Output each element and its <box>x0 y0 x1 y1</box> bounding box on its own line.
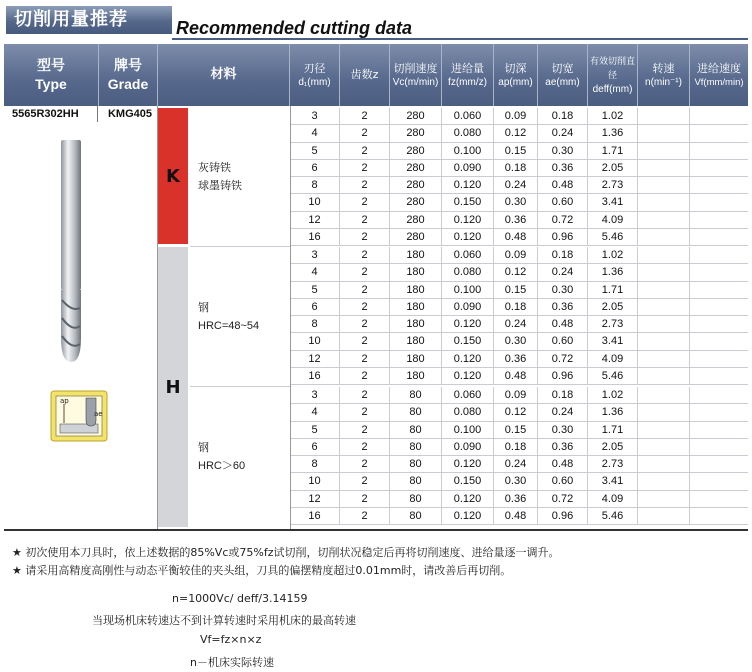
table-cell: 0.15 <box>494 282 538 299</box>
table-cell <box>690 508 748 525</box>
header-type: 型号 Type <box>4 44 99 106</box>
table-cell: 1.36 <box>588 404 638 421</box>
table-row <box>290 473 748 490</box>
table-row <box>290 229 748 246</box>
table-cell: 0.12 <box>494 264 538 281</box>
table-cell: 3.41 <box>588 333 638 350</box>
table-cell: 0.24 <box>538 125 588 142</box>
table-cell: 3.41 <box>588 473 638 490</box>
header-n: 转速 n(min⁻¹) <box>638 44 690 106</box>
table-cell: 12 <box>290 491 340 508</box>
material-desc-steel-48-54: 钢 HRC=48~54 <box>190 247 290 387</box>
table-row <box>290 439 748 456</box>
header-vf: 进给速度 Vf(mm/min) <box>694 61 744 88</box>
table-cell: 0.36 <box>494 351 538 368</box>
header-deff: 有效切削直径 deff(mm) <box>588 44 638 106</box>
material-band-h: H <box>158 247 188 527</box>
table-cell: 0.36 <box>538 299 588 316</box>
table-cell: 0.24 <box>538 404 588 421</box>
table-cell: 2 <box>340 143 390 160</box>
table-cell: 2 <box>340 125 390 142</box>
table-cell: 280 <box>390 125 442 142</box>
table-cell: 0.30 <box>494 473 538 490</box>
table-cell <box>638 143 690 160</box>
table-cell: 0.15 <box>494 422 538 439</box>
table-cell: 0.18 <box>538 108 588 125</box>
table-cell: 0.18 <box>494 160 538 177</box>
table-cell: 0.100 <box>442 143 494 160</box>
table-cell <box>638 387 690 404</box>
formula-n: n=1000Vc/ deff/3.14159 <box>172 592 308 605</box>
title-cn: 切削用量推荐 <box>6 6 172 34</box>
table-cell: 0.18 <box>538 387 588 404</box>
table-cell: 0.96 <box>538 368 588 385</box>
table-cell: 1.71 <box>588 282 638 299</box>
table-cell: 1.36 <box>588 264 638 281</box>
table-cell <box>638 456 690 473</box>
table-cell: 0.120 <box>442 351 494 368</box>
table-cell <box>638 160 690 177</box>
table-cell: 6 <box>290 439 340 456</box>
table-cell: 0.060 <box>442 247 494 264</box>
table-cell: 12 <box>290 351 340 368</box>
table-row <box>290 264 748 281</box>
table-cell <box>690 282 748 299</box>
table-cell: 8 <box>290 456 340 473</box>
table-cell: 2 <box>340 247 390 264</box>
table-cell: 4 <box>290 404 340 421</box>
table-cell <box>690 404 748 421</box>
table-cell: 2 <box>340 177 390 194</box>
material-desc-cast-iron: 灰铸铁 球墨铸铁 <box>190 108 290 247</box>
table-row <box>290 194 748 211</box>
table-cell: 80 <box>390 491 442 508</box>
table-cell: 0.09 <box>494 247 538 264</box>
table-cell: 0.150 <box>442 333 494 350</box>
table-cell: 0.24 <box>494 177 538 194</box>
table-cell <box>638 368 690 385</box>
table-row <box>290 333 748 350</box>
table-cell: 4.09 <box>588 212 638 229</box>
header-ae: 切宽 ae(mm) <box>538 44 588 106</box>
header-ap: 切深 ap(mm) <box>494 44 538 106</box>
table-cell <box>638 299 690 316</box>
table-cell: 0.150 <box>442 473 494 490</box>
table-cell: 0.100 <box>442 282 494 299</box>
table-cell: 12 <box>290 212 340 229</box>
title-underline <box>172 38 748 40</box>
note-machine-speed: 当现场机床转速达不到计算转速时采用机床的最高转速 <box>92 614 356 627</box>
notes-block <box>12 544 559 580</box>
table-cell: 6 <box>290 160 340 177</box>
table-cell: 2 <box>340 422 390 439</box>
table-cell: 80 <box>390 456 442 473</box>
table-cell: 0.48 <box>538 316 588 333</box>
table-cell: 2.05 <box>588 439 638 456</box>
header-vc: 切削速度 Vc(m/min) <box>390 44 442 106</box>
table-cell: 2 <box>340 212 390 229</box>
grade-value: KMG405 <box>107 108 153 120</box>
table-cell: 0.36 <box>538 160 588 177</box>
ap-ae-diagram-icon <box>50 390 108 442</box>
table-row <box>290 316 748 333</box>
table-cell <box>690 212 748 229</box>
table-cell: 0.15 <box>494 143 538 160</box>
table-cell: 0.120 <box>442 368 494 385</box>
table-cell: 180 <box>390 282 442 299</box>
table-cell <box>638 194 690 211</box>
type-value: 5565R302HH <box>4 106 98 122</box>
table-cell: 1.71 <box>588 143 638 160</box>
table-cell: 4.09 <box>588 351 638 368</box>
table-cell: 0.060 <box>442 387 494 404</box>
table-cell: 0.48 <box>494 368 538 385</box>
table-cell: 0.48 <box>538 177 588 194</box>
table-cell <box>638 473 690 490</box>
table-cell: 2 <box>340 299 390 316</box>
table-cell: 2 <box>340 194 390 211</box>
table-cell: 0.09 <box>494 387 538 404</box>
table-cell: 2.05 <box>588 160 638 177</box>
material-band-k: K <box>158 108 188 244</box>
table-cell: 0.090 <box>442 299 494 316</box>
table-cell <box>690 160 748 177</box>
table-row <box>290 282 748 299</box>
table-cell: 0.12 <box>494 125 538 142</box>
table-cell: 0.080 <box>442 264 494 281</box>
table-cell: 2 <box>340 508 390 525</box>
table-cell: 2 <box>340 473 390 490</box>
table-cell <box>638 316 690 333</box>
table-row <box>290 368 748 385</box>
table-cell: 0.120 <box>442 508 494 525</box>
table-cell: 0.36 <box>494 212 538 229</box>
table-cell: 280 <box>390 177 442 194</box>
header-material: 材料 <box>158 44 290 106</box>
table-cell <box>690 473 748 490</box>
table-cell: 0.080 <box>442 404 494 421</box>
table-cell: 80 <box>390 404 442 421</box>
header-teeth: 齿数z <box>340 44 390 106</box>
table-cell: 10 <box>290 333 340 350</box>
table-cell: 0.60 <box>538 473 588 490</box>
table-cell: 5.46 <box>588 368 638 385</box>
table-cell: 16 <box>290 229 340 246</box>
table-row <box>290 143 748 160</box>
title-bar <box>4 4 748 40</box>
ball-end-mill-image <box>58 140 84 364</box>
table-cell: 2 <box>340 316 390 333</box>
table-cell: 1.36 <box>588 125 638 142</box>
table-cell: 0.24 <box>494 316 538 333</box>
table-cell: 3 <box>290 108 340 125</box>
table-cell: 0.120 <box>442 212 494 229</box>
table-row <box>290 108 748 125</box>
header-diameter: 刃径 d₁(mm) <box>290 44 340 106</box>
table-cell <box>690 368 748 385</box>
table-cell <box>690 177 748 194</box>
material-desc-steel-60: 钢 HRC＞60 <box>198 442 246 472</box>
table-cell: 280 <box>390 143 442 160</box>
table-cell: 0.090 <box>442 160 494 177</box>
table-cell: 2.05 <box>588 299 638 316</box>
table-cell: 280 <box>390 160 442 177</box>
table-cell: 0.120 <box>442 456 494 473</box>
table-cell: 5 <box>290 143 340 160</box>
table-cell: 5 <box>290 422 340 439</box>
table-cell <box>638 177 690 194</box>
table-cell: 2 <box>340 387 390 404</box>
table-cell: 5.46 <box>588 508 638 525</box>
table-cell: 2 <box>340 264 390 281</box>
table-cell: 2.73 <box>588 177 638 194</box>
table-row <box>290 212 748 229</box>
table-cell: 180 <box>390 351 442 368</box>
table-cell: 2 <box>340 439 390 456</box>
header-grade: 牌号 Grade <box>99 44 158 106</box>
table-cell: 180 <box>390 299 442 316</box>
table-cell <box>638 491 690 508</box>
table-cell: 16 <box>290 508 340 525</box>
table-cell: 280 <box>390 229 442 246</box>
table-cell: 0.30 <box>494 333 538 350</box>
table-cell: 180 <box>390 316 442 333</box>
table-cell: 1.71 <box>588 422 638 439</box>
table-cell <box>638 508 690 525</box>
table-cell <box>690 333 748 350</box>
table-cell <box>690 491 748 508</box>
table-cell <box>690 422 748 439</box>
table-cell: 8 <box>290 177 340 194</box>
table-cell: 2 <box>340 160 390 177</box>
table-cell: 0.72 <box>538 212 588 229</box>
table-row <box>290 160 748 177</box>
header-fz: 进给量 fz(mm/z) <box>442 44 494 106</box>
table-cell: 0.080 <box>442 125 494 142</box>
table-row <box>290 422 748 439</box>
table-row <box>290 177 748 194</box>
table-cell: 3.41 <box>588 194 638 211</box>
table-cell: 0.060 <box>442 108 494 125</box>
note-1: ★ 初次使用本刀具时，依上述数据的85%Vc或75%fz试切削，切削状况稳定后再将切削速度、进给量逐一调升。 <box>12 546 560 559</box>
column-divider <box>157 106 158 529</box>
table-cell: 80 <box>390 387 442 404</box>
table-bottom-border <box>4 529 748 531</box>
table-cell: 280 <box>390 194 442 211</box>
table-cell <box>690 351 748 368</box>
table-cell: 80 <box>390 473 442 490</box>
table-row <box>290 299 748 316</box>
table-cell: 10 <box>290 473 340 490</box>
table-cell: 2 <box>340 229 390 246</box>
table-cell: 2 <box>340 491 390 508</box>
note-2: ★ 请采用高精度高刚性与动态平衡较佳的夹头组，刀具的偏摆精度超过0.01mm时，请改善后再切削。 <box>12 564 512 577</box>
table-cell: 2.73 <box>588 456 638 473</box>
table-cell <box>638 404 690 421</box>
table-cell <box>638 125 690 142</box>
data-group <box>290 387 748 525</box>
table-row <box>290 247 748 264</box>
table-cell <box>638 229 690 246</box>
table-row <box>290 387 748 404</box>
table-cell: 0.120 <box>442 229 494 246</box>
table-cell: 5.46 <box>588 229 638 246</box>
table-cell <box>690 299 748 316</box>
table-cell: 0.36 <box>494 491 538 508</box>
table-cell: 2 <box>340 333 390 350</box>
table-cell: 2 <box>340 282 390 299</box>
table-cell: 16 <box>290 368 340 385</box>
table-header <box>4 44 748 106</box>
table-cell: 0.24 <box>494 456 538 473</box>
table-cell: 8 <box>290 316 340 333</box>
table-cell: 10 <box>290 194 340 211</box>
table-cell: 6 <box>290 299 340 316</box>
ap-label: ap <box>60 397 69 405</box>
table-cell: 2.73 <box>588 316 638 333</box>
column-divider <box>290 106 291 529</box>
table-cell <box>690 316 748 333</box>
table-cell: 0.96 <box>538 508 588 525</box>
table-row <box>290 491 748 508</box>
table-cell: 0.30 <box>494 194 538 211</box>
table-cell: 280 <box>390 108 442 125</box>
table-cell: 0.09 <box>494 108 538 125</box>
table-cell <box>638 282 690 299</box>
table-cell: 0.24 <box>538 264 588 281</box>
table-cell: 0.60 <box>538 333 588 350</box>
table-cell <box>690 439 748 456</box>
table-cell <box>690 108 748 125</box>
table-cell: 0.72 <box>538 491 588 508</box>
table-cell: 180 <box>390 247 442 264</box>
table-cell <box>690 194 748 211</box>
data-group <box>290 247 748 385</box>
table-cell <box>690 387 748 404</box>
table-cell <box>638 422 690 439</box>
table-cell: 2 <box>340 456 390 473</box>
table-row <box>290 508 748 525</box>
note-n-definition: n－机床实际转速 <box>190 656 274 669</box>
table-cell <box>638 351 690 368</box>
table-cell: 0.30 <box>538 282 588 299</box>
table-cell: 0.48 <box>494 229 538 246</box>
table-cell: 80 <box>390 508 442 525</box>
table-cell: 2 <box>340 108 390 125</box>
table-cell: 0.18 <box>494 299 538 316</box>
table-cell: 0.18 <box>494 439 538 456</box>
table-cell: 0.150 <box>442 194 494 211</box>
ae-label: ae <box>94 410 103 418</box>
table-cell: 4 <box>290 264 340 281</box>
table-cell: 2 <box>340 368 390 385</box>
table-cell: 80 <box>390 422 442 439</box>
table-cell <box>690 264 748 281</box>
table-cell <box>690 247 748 264</box>
formula-vf: Vf=fz×n×z <box>200 633 262 646</box>
table-cell: 0.120 <box>442 316 494 333</box>
table-row <box>290 351 748 368</box>
table-cell <box>690 143 748 160</box>
table-cell: 180 <box>390 333 442 350</box>
table-cell: 0.48 <box>538 456 588 473</box>
table-cell: 0.96 <box>538 229 588 246</box>
table-cell <box>638 247 690 264</box>
table-cell: 0.30 <box>538 422 588 439</box>
table-cell: 0.18 <box>538 247 588 264</box>
table-cell <box>690 229 748 246</box>
table-cell: 180 <box>390 368 442 385</box>
table-row <box>290 125 748 142</box>
table-cell: 0.36 <box>538 439 588 456</box>
table-cell: 1.02 <box>588 387 638 404</box>
table-cell <box>638 108 690 125</box>
table-cell: 0.72 <box>538 351 588 368</box>
table-cell <box>638 333 690 350</box>
table-cell <box>638 264 690 281</box>
table-cell <box>638 439 690 456</box>
table-cell: 0.48 <box>494 508 538 525</box>
table-cell: 2 <box>340 404 390 421</box>
table-cell: 1.02 <box>588 247 638 264</box>
table-cell: 0.30 <box>538 143 588 160</box>
table-cell: 0.120 <box>442 491 494 508</box>
table-cell: 280 <box>390 212 442 229</box>
table-cell: 3 <box>290 247 340 264</box>
table-cell <box>638 212 690 229</box>
table-cell: 0.12 <box>494 404 538 421</box>
table-cell: 4.09 <box>588 491 638 508</box>
table-row <box>290 456 748 473</box>
table-cell: 0.100 <box>442 422 494 439</box>
table-cell: 0.090 <box>442 439 494 456</box>
title-en: Recommended cutting data <box>176 18 413 38</box>
table-cell <box>690 456 748 473</box>
table-cell: 1.02 <box>588 108 638 125</box>
table-row <box>290 404 748 421</box>
table-cell <box>690 125 748 142</box>
table-cell: 5 <box>290 282 340 299</box>
table-cell: 3 <box>290 387 340 404</box>
table-cell: 180 <box>390 264 442 281</box>
table-cell: 4 <box>290 125 340 142</box>
data-group <box>290 108 748 246</box>
table-cell: 0.60 <box>538 194 588 211</box>
table-cell: 0.120 <box>442 177 494 194</box>
table-cell: 80 <box>390 439 442 456</box>
table-cell: 2 <box>340 351 390 368</box>
